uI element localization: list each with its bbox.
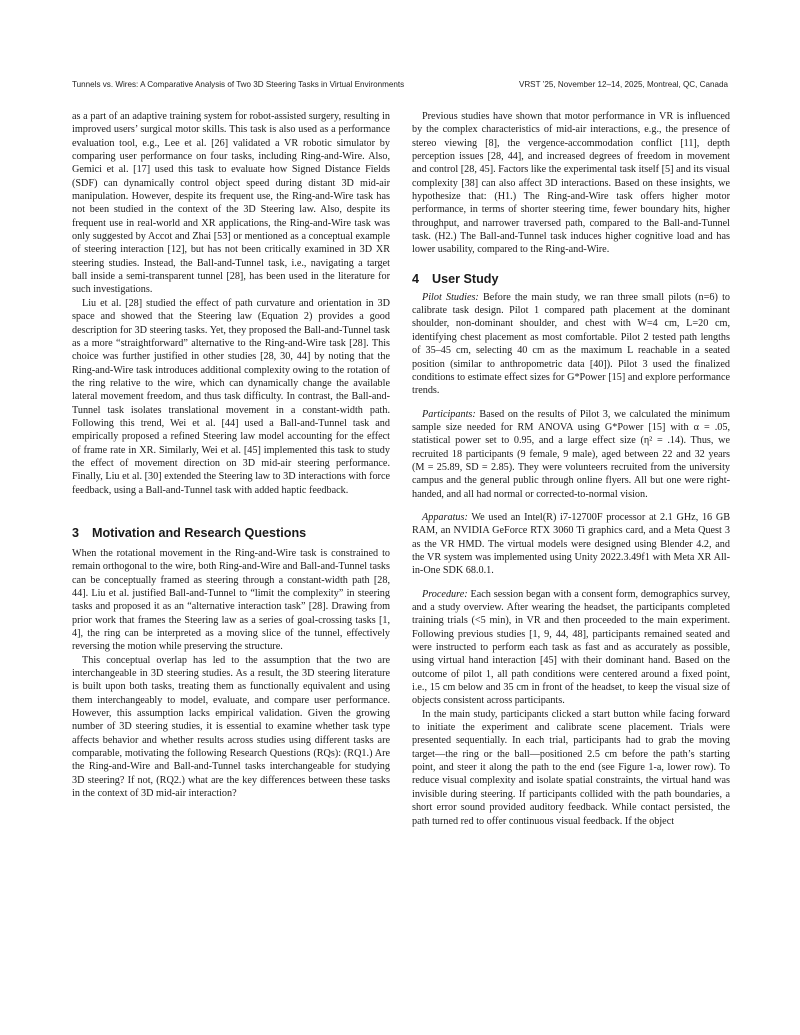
paragraph-procedure (412, 588, 730, 708)
paragraph: Liu et al. [28] studied the effect of path curvature and orientation in 3D space and showed that the Steering law (Equation 2) provides a good description for 3D steering tasks. Yet, they proposed the Ball-and-Tunnel task as a more “straightforward” alternative to the Ring-and-Wire task [28]. This choice was further justified in other studies [28, 30, 44] by noting that the Ring-and-Wire task introduces additional complexity owing to the rotation of the ring relative to the wire, which can dynamically change the available lateral movement freedom, and thus task difficulty. In contrast, the Ball-and-Tunnel task isolates translational movement in a constant-width path. Following this trend, Wei et al. [44] used a Ball-and-Tunnel task and empirically proposed a refined Steering law model accounting for the effect of frame rate in XR. Similarly, Wei et al. [45] implemented this task to study the effect of movement direction on 3D mid-air steering performance. Finally, Liu et al. [30] extended the Steering law to 3D interactions with force feedback, using a Ball-and-Tunnel task with added haptic feedback. (72, 297, 390, 496)
paragraph-participants (412, 408, 730, 501)
left-column (72, 110, 390, 801)
section-number: 4 (412, 271, 420, 286)
paragraph-apparatus (412, 511, 730, 578)
paragraph: When the rotational movement in the Ring-and-Wire task is constrained to remain orthogonal to the wire, both Ring-and-Wire and Ball-and-Tunnel tasks can be conceptually framed as steering through a constant-width path [28, 44]. Liu et al. justified Ball-and-Tunnel to “limit the complexity” in steering tasks and proposed it as an “alternative interaction task” [28]. Drawing from prior work that frames the Steering law as a series of goal-crossing tasks [1, 4], the ring can be interpreted as a moving slice of the tunnel, effectively reversing the motion while preserving the structure. (72, 547, 390, 653)
paragraph: Previous studies have shown that motor performance in VR is influenced by the complex characteristics of mid-air interactions, e.g., the presence of stereo viewing [8], the vergence-accommodation conflict [11], depth perception issues [28, 44], and increased degrees of freedom in movement and control [28, 45]. Factors like the experimental task itself [5] and its visual complexity [38] can also affect 3D interactions. Based on these insights, we hypothesize that: (H1.) The Ring-and-Wire task offers higher motor performance, in terms of shorter steering time, fewer boundary hits, higher throughput, and narrower traversed path, compared to the Ball-and-Tunnel task. (H2.) The Ball-and-Tunnel task induces higher cognitive load and has lower usability, compared to the Ring-and-Wire. (412, 111, 730, 256)
section-title: User Study (432, 271, 499, 286)
paragraph-text: We used an Intel(R) i7-12700F processor at 2.1 GHz, 16 GB RAM, an NVIDIA GeForce RTX 3060 Ti graphics card, and a Meta Quest 3 as the VR HMD. The virtual models were designed using Blender 4.2, and the VR system was implemented using Unity 2022.3.49f1 with Meta XR All-in-One SDK 68.0.1. (412, 511, 730, 577)
section-title: Motivation and Research Questions (92, 525, 307, 540)
section-heading (412, 271, 730, 287)
header-venue: VRST ’25, November 12–14, 2025, Montreal, QC, Canada (518, 80, 728, 89)
paragraph: In the main study, participants clicked a start button while facing forward to initiate the experiment and calibrate scene placement. Trials were presented sequentially. In each trial, participants had to grab the moving target—the ring or the ball—positioned 2.5 cm before the path’s starting point, and steer it along the path to the end (see Figure 1-a, lower row). To reduce visual complexity and isolate spatial constraints, the virtual hand was invisible during steering. If participants collided with the path boundaries, a short error sound provided auditory feedback. While contact persisted, the path turned red to offer continuous visual feedback. If the object (412, 708, 730, 827)
runin-label: Pilot Studies: (422, 291, 479, 303)
section-heading (72, 525, 390, 541)
header-title: Tunnels vs. Wires: A Comparative Analysis of Two 3D Steering Tasks in Virtual Environments (72, 80, 405, 89)
paragraph: This conceptual overlap has led to the assumption that the two are interchangeable in 3D steering studies. As a result, the 3D steering literature is built upon both tasks, treating them as functionally equivalent and using them interchangeably to model, evaluate, and compare user performance. However, this assumption lacks empirical validation. Given the growing number of 3D steering studies, it is essential to examine whether task type affects behavior and whether results across studies using different tasks are comparable, motivating the following Research Questions (RQs): (RQ1.) Are the Ring-and-Wire and Ball-and-Tunnel tasks interchangeable for studying 3D steering? If not, (RQ2.) what are the key differences between these tasks in the context of 3D mid-air interaction? (72, 654, 390, 800)
right-column (412, 110, 730, 828)
section-number: 3 (72, 525, 80, 540)
runin-label: Procedure: (422, 588, 468, 600)
paragraph-text: Based on the results of Pilot 3, we calculated the minimum sample size needed for RM ANOVA using G*Power [15] with α = .05, statistical power set to 0.95, and a large effect size (η² = .14). Thus, we recruited 18 participants (9 female, 9 male), aged between 22 and 32 years (M = 25.89, SD = 2.85). They were volunteers recruited from the university campus and the general public through online flyers. All but one were right-handed, and all had normal or corrected-to-normal vision. (412, 408, 730, 500)
paragraph-pilot (412, 291, 730, 398)
runin-label: Apparatus: (422, 511, 468, 523)
paragraph-text: Before the main study, we ran three small pilots (n=6) to calibrate task design. Pilot 1 compared path placement at the dominant shoulder, non-dominant shoulder, and chest with W=4 cm, L=20 cm, identifying chest placement as most comfortable. Pilot 2 tested path lengths of 35–45 cm, selecting 40 cm as the maximum L reachable in a seated position (similar to anthropometric data [40]). Pilot 3 used the finalized conditions to estimate effect sizes for G*Power [15] and explore performance trends. (412, 291, 730, 397)
running-header (72, 80, 728, 94)
paragraph-text: Each session began with a consent form, demographics survey, and a study overview. After wearing the headset, the participants completed training trials (<5 min), in VR and then proceeded to the main experiment. Following previous studies [1, 9, 44, 48], participants remained seated and were instructed to perform each task as fast and as accurately as possible, using virtual hand interaction [45] with their dominant hand. Based on the outcome of pilot 1, all path conditions were centered around a fixed point, i.e., 15 cm below and 35 cm in front of the headset, to keep the visual size of objects consistent across participants. (412, 588, 730, 707)
paragraph: as a part of an adaptive training system for robot-assisted surgery, resulting in improved users’ surgical motor skills. This task is also used as a performance evaluation tool, e.g., Lee et al. [26] validated a VR robotic simulator by comparing user performance on four tasks, including Ring-and-Wire. Also, Gemici et al. [17] used this task to evaluate how Signed Distance Fields (SDF) can dynamically control object speed during distant 3D mid-air manipulation. However, despite its frequent use, the Ring-and-Wire task has not been studied in the context of the 3D Steering law. Also, despite its frequent use in real-world and XR applications, the Ring-and-Wire task was only suggested by Accot and Zhai [53] or mentioned as a conceptual example of steering interaction [12], but has not been critically examined in 3D XR steering studies. Instead, the Ball-and-Tunnel task, i.e., navigating a target ball inside a semi-transparent tunnel [28], has been used in the literature for such investigations. (72, 111, 390, 296)
runin-label: Participants: (422, 408, 476, 420)
